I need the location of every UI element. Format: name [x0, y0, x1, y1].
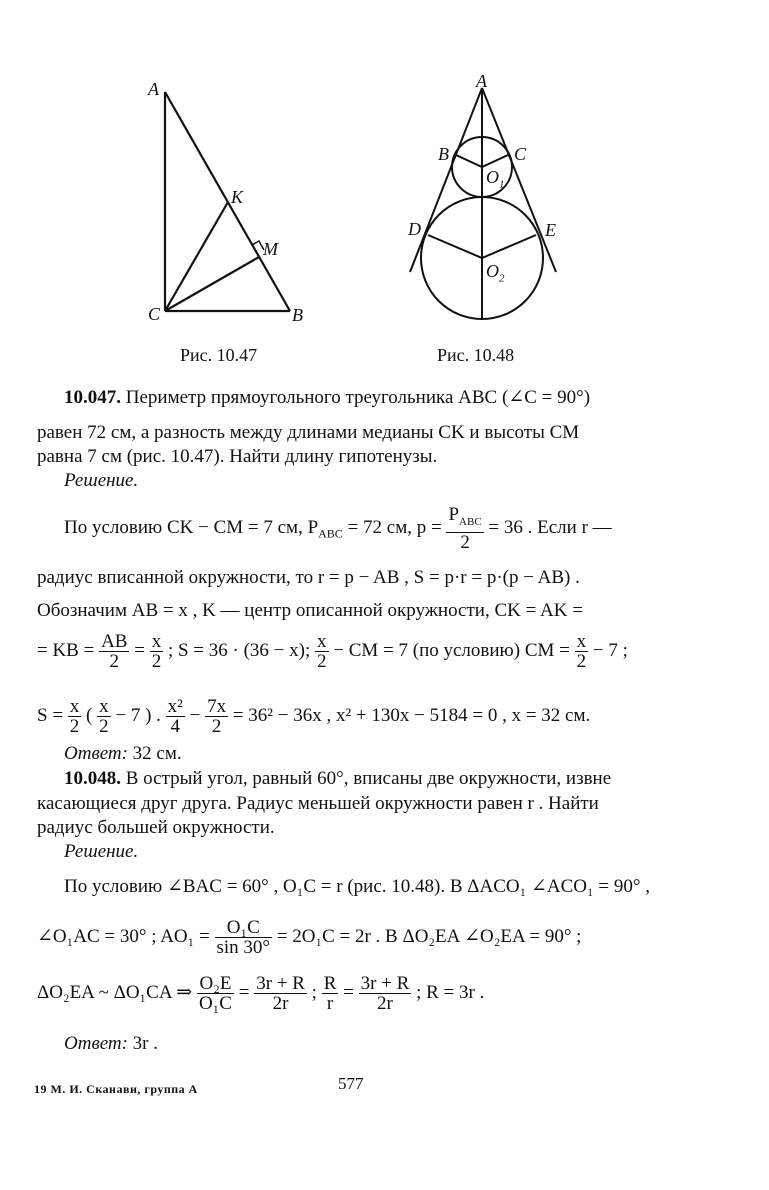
solution-047-line1: По условию CK − CM = 7 см, $P_{ABC} = 72$ см, p = $\frac{P_{ABC}}{2}$ = 36 . Если r — [64, 504, 612, 553]
label-d-48: D [408, 219, 421, 239]
label-a-47: A [148, 79, 159, 99]
label-c-47: C [148, 304, 161, 324]
label-c-48: C [514, 144, 527, 164]
label-o1-48: $O_1$ [486, 167, 505, 191]
label-o2-48: $O_2$ [486, 261, 505, 285]
label-a-48: A [476, 71, 487, 91]
answer-047: Ответ: 32 см. [64, 743, 182, 764]
footer-signature: 19 М. И. Сканави, группа А [34, 1082, 198, 1096]
problem-047-line3: равна 7 см (рис. 10.47). Найти длину гипотенузы. [37, 446, 438, 467]
figure-10-48 [0, 0, 769, 400]
solution-048-line3: ΔO₂EA ~ ΔO₁CA ⇒ $\frac{\text{O₂E}}{\text{O₁C}}$ = $\frac{3r + R}{2r}$ ; $\frac{R}{r}$ = $\frac{3r + R}{2r}$ ; R = 3r . [37, 973, 485, 1014]
solution-label-048: Решение. [64, 841, 139, 862]
caption-fig-10-48: Рис. 10.48 [437, 345, 515, 365]
fraction-p-abc-over-2: $\frac{P_{ABC}}{2}$ [448, 504, 482, 553]
problem-048-line3: радиус большей окружности. [37, 817, 275, 838]
solution-048-line2: ∠O₁AC = 30° ; AO₁ = $\frac{\text{O₁C}}{\sin 30^\circ}$ = 2O₁C = 2r . В ΔO₂EA ∠O₂EA = 90° ; [37, 917, 582, 958]
problem-047-number: 10.047. [64, 387, 121, 408]
problem-047-line1: 10.047. Периметр прямоугольного треугольника ABC (∠C = 90°) [64, 387, 591, 408]
solution-047-line4: = KB = $\frac{AB}{2}$ = $\frac{x}{2}$ ; S = 36 · (36 − x); $\frac{x}{2}$ − CM = 7 (по условию) CM = $\frac{x}{2}$ − 7 ; [37, 631, 628, 672]
label-m-47: M [263, 239, 278, 259]
label-e-48: E [545, 220, 556, 240]
problem-048-line2: касающиеся друг друга. Радиус меньшей окружности равен r . Найти [37, 793, 599, 814]
solution-label-047: Решение. [64, 470, 139, 491]
solution-047-line2: радиус вписанной окружности, то r = p − AB , S = p·r = p·(p − AB) . [37, 567, 580, 588]
solution-047-line5: S = $\frac{x}{2}$ ( $\frac{x}{2}$ − 7 ) . $\frac{\text{x²}}{4}$ − $\frac{7x}{2}$ = 36² − 36x , x² + 130x − 5184 = 0 , x = 32 см. [37, 696, 591, 737]
answer-048: Ответ: 3r . [64, 1033, 158, 1054]
label-k-47: K [231, 187, 244, 207]
angle-with-circles [410, 88, 556, 320]
label-b-47: B [292, 305, 303, 325]
label-b-48: B [438, 144, 449, 164]
fraction-o1c-over-sin30: $\frac{\text{O₁C}}{\sin 30^\circ}$ [216, 917, 271, 958]
solution-048-line1: По условию ∠BAC = 60° , O₁C = r (рис. 10.48). В ΔACO₁ ∠ACO₁ = 90° , [64, 876, 650, 897]
page-number: 577 [338, 1074, 364, 1093]
problem-048-number: 10.048. [64, 768, 121, 789]
caption-fig-10-47: Рис. 10.47 [180, 345, 258, 365]
angle-side-left [410, 88, 482, 272]
solution-047-line3: Обозначим AB = x , K — центр описанной окружности, CK = AK = [37, 600, 583, 621]
problem-047-line2: равен 72 см, а разность между длинами медианы CK и высоты CM [37, 422, 580, 443]
problem-048-line1: 10.048. В острый угол, равный 60°, вписаны две окружности, извне [64, 768, 612, 789]
